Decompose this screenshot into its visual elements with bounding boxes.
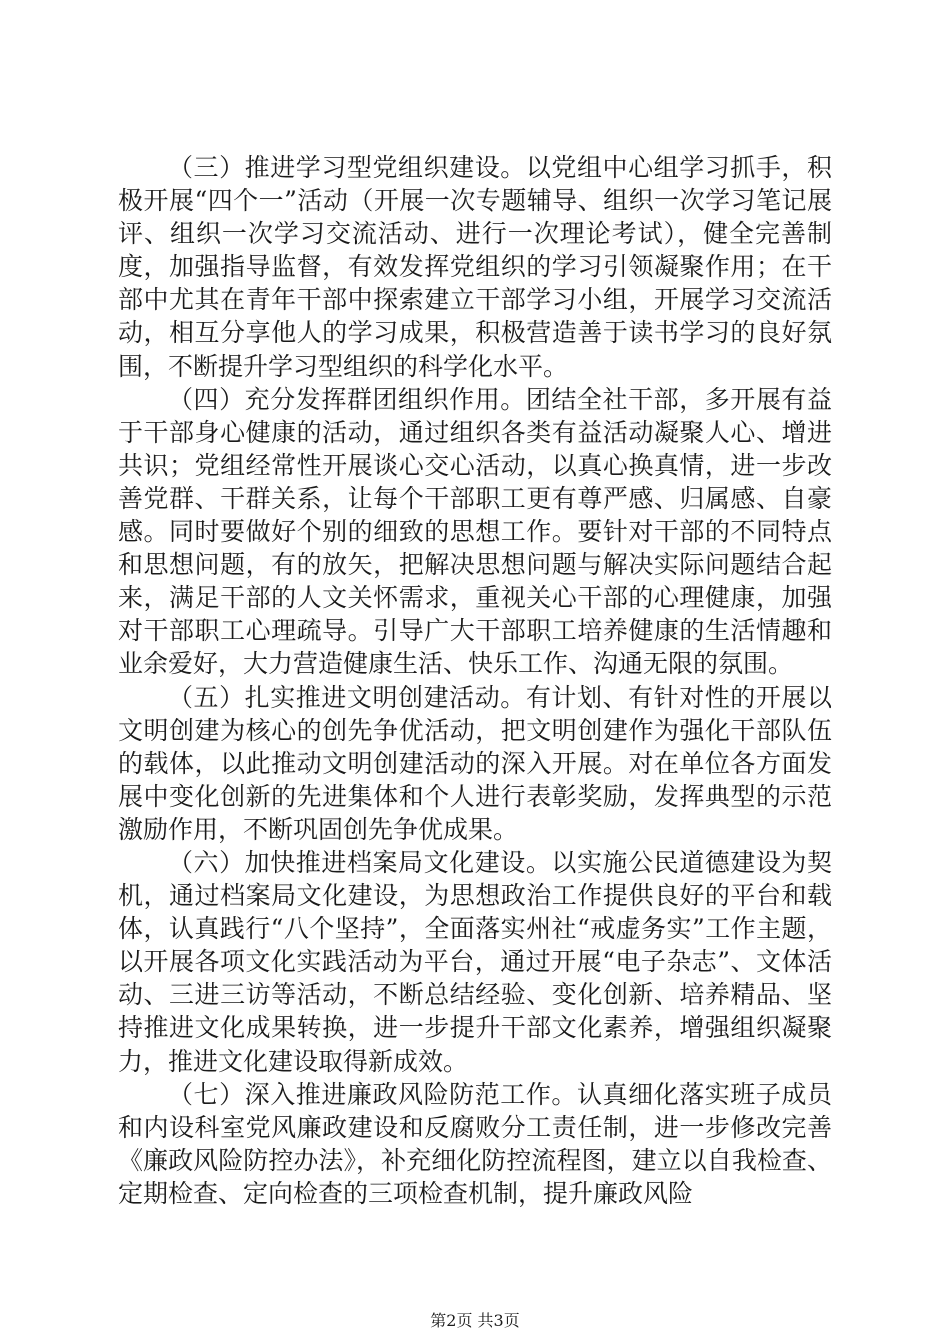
paragraph-6: （六）加快推进档案局文化建设。以实施公民道德建设为契机，通过档案局文化建设，为思想政治工作提供良好的平台和载体，认真践行“八个坚持”，全面落实州社“戒虚务实”工作主题，以开展各项文化实践活动为平台，通过开展“电子杂志”、文体活动、三进三访等活动，不断总结经验、变化创新、培养精品、坚持推进文化成果转换，进一步提升干部文化素养，增强组织凝聚力，推进文化建设取得新成效。	[118, 847, 832, 1076]
paragraph-7: （七）深入推进廉政风险防范工作。认真细化落实班子成员和内设科室党风廉政建设和反腐败分工责任制，进一步修改完善《廉政风险防控办法》，补充细化防控流程图，建立以自我检查、定期检查、定向检查的三项检查机制，提升廉政风险	[118, 1079, 832, 1208]
paragraph-4: （四）充分发挥群团组织作用。团结全社干部，多开展有益于干部身心健康的活动，通过组织各类有益活动凝聚人心、增进共识；党组经常性开展谈心交心活动，以真心换真情，进一步改善党群、干群关系，让每个干部职工更有尊严感、归属感、自豪感。同时要做好个别的细致的思想工作。要针对干部的不同特点和思想问题，有的放矢，把解决思想问题与解决实际问题结合起来，满足干部的人文关怀需求，重视关心干部的心理健康，加强对干部职工心理疏导。引导广大干部职工培养健康的生活情趣和业余爱好，大力营造健康生活、快乐工作、沟通无限的氛围。	[118, 384, 832, 679]
document-body	[118, 151, 832, 1210]
paragraph-3: （三）推进学习型党组织建设。以党组中心组学习抓手，积极开展“四个一”活动（开展一次专题辅导、组织一次学习笔记展评、组织一次学习交流活动、进行一次理论考试），健全完善制度，加强指导监督，有效发挥党组织的学习引领凝聚作用；在干部中尤其在青年干部中探索建立干部学习小组，开展学习交流活动，相互分享他人的学习成果，积极营造善于读书学习的良好氛围，不断提升学习型组织的科学化水平。	[118, 153, 832, 381]
paragraph-5: （五）扎实推进文明创建活动。有计划、有针对性的开展以文明创建为核心的创先争优活动，把文明创建作为强化干部队伍的载体，以此推动文明创建活动的深入开展。对在单位各方面发展中变化创新的先进集体和个人进行表彰奖励，发挥典型的示范激励作用，不断巩固创先争优成果。	[118, 682, 832, 844]
page-footer: 第2页 共3页	[430, 1311, 520, 1330]
